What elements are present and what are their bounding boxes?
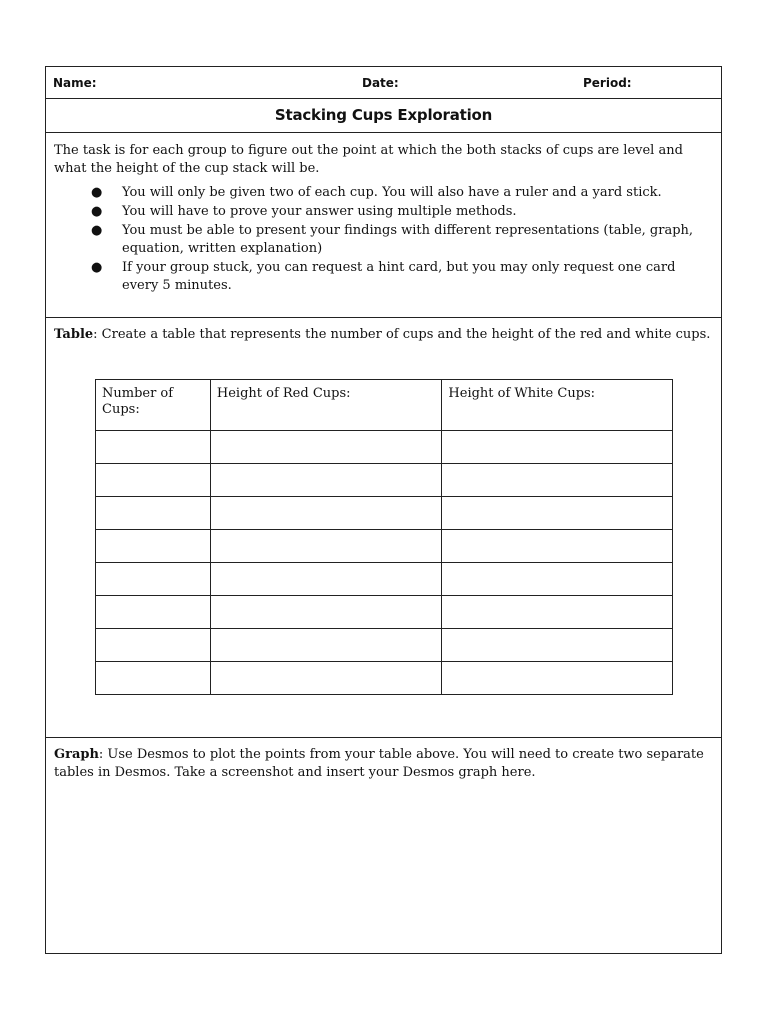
list-item: ● You will have to prove your answer using multiple methods. xyxy=(91,204,517,219)
table-cell[interactable] xyxy=(442,662,673,695)
table-cell[interactable] xyxy=(442,431,673,464)
column-header: Height of Red Cups: xyxy=(210,380,442,431)
table-cell[interactable] xyxy=(210,629,442,662)
table-cell[interactable] xyxy=(442,629,673,662)
data-table xyxy=(95,379,673,695)
table-cell[interactable] xyxy=(442,497,673,530)
table-cell[interactable] xyxy=(96,464,211,497)
table-cell[interactable] xyxy=(210,431,442,464)
table-row xyxy=(96,497,673,530)
table-row xyxy=(96,629,673,662)
table-cell[interactable] xyxy=(96,563,211,596)
table-cell[interactable] xyxy=(96,530,211,563)
task-bullet-list xyxy=(46,184,721,295)
list-item: ● You must be able to present your findings with different representations (table, graph, equation, written explanation) xyxy=(91,223,694,256)
date-label: Date: xyxy=(362,76,399,90)
graph-section xyxy=(46,738,721,955)
bullet-icon: ● xyxy=(91,223,103,238)
table-cell[interactable] xyxy=(442,596,673,629)
table-cell[interactable] xyxy=(210,563,442,596)
task-intro: The task is for each group to figure out the point at which the both stacks of cups are level and what the height of the cup stack will be. xyxy=(54,143,683,176)
table-row xyxy=(96,596,673,629)
column-header: Height of White Cups: xyxy=(442,380,673,431)
table-cell[interactable] xyxy=(96,431,211,464)
table-row xyxy=(96,563,673,596)
list-item: ● If your group stuck, you can request a hint card, but you may only request one card every 5 minutes. xyxy=(91,260,676,293)
table-row xyxy=(96,662,673,695)
name-label: Name: xyxy=(53,76,97,90)
table-instructions xyxy=(46,318,721,344)
table-cell[interactable] xyxy=(210,662,442,695)
table-cell[interactable] xyxy=(210,497,442,530)
task-section xyxy=(46,133,721,318)
table-cell[interactable] xyxy=(210,464,442,497)
graph-text: : Use Desmos to plot the points from your table above. You will need to create two separate tables in Desmos. Take a screenshot and insert your Desmos graph here. xyxy=(54,747,704,780)
table-cell[interactable] xyxy=(210,530,442,563)
table-row xyxy=(96,431,673,464)
table-cell[interactable] xyxy=(442,464,673,497)
worksheet xyxy=(45,66,722,954)
period-label: Period: xyxy=(583,76,632,90)
title-row xyxy=(46,99,721,133)
header-row xyxy=(46,67,721,99)
table-cell[interactable] xyxy=(442,563,673,596)
table-row xyxy=(96,464,673,497)
graph-instructions xyxy=(46,738,721,782)
table-cell[interactable] xyxy=(96,497,211,530)
table-cell[interactable] xyxy=(96,662,211,695)
column-header: Number of Cups: xyxy=(96,380,211,431)
table-header-row xyxy=(96,380,673,431)
table-text: : Create a table that represents the number of cups and the height of the red and white cups. xyxy=(93,327,711,342)
table-cell[interactable] xyxy=(210,596,442,629)
page-title: Stacking Cups Exploration xyxy=(274,106,493,124)
table-section xyxy=(46,318,721,738)
bullet-icon: ● xyxy=(91,185,103,200)
list-item: ● You will only be given two of each cup. You will also have a ruler and a yard stick. xyxy=(91,185,662,200)
table-row xyxy=(96,530,673,563)
table-cell[interactable] xyxy=(96,629,211,662)
bullet-icon: ● xyxy=(91,260,103,275)
table-cell[interactable] xyxy=(96,596,211,629)
table-label: Table xyxy=(54,327,94,342)
bullet-icon: ● xyxy=(91,204,103,219)
table-cell[interactable] xyxy=(442,530,673,563)
graph-label: Graph xyxy=(54,747,99,762)
